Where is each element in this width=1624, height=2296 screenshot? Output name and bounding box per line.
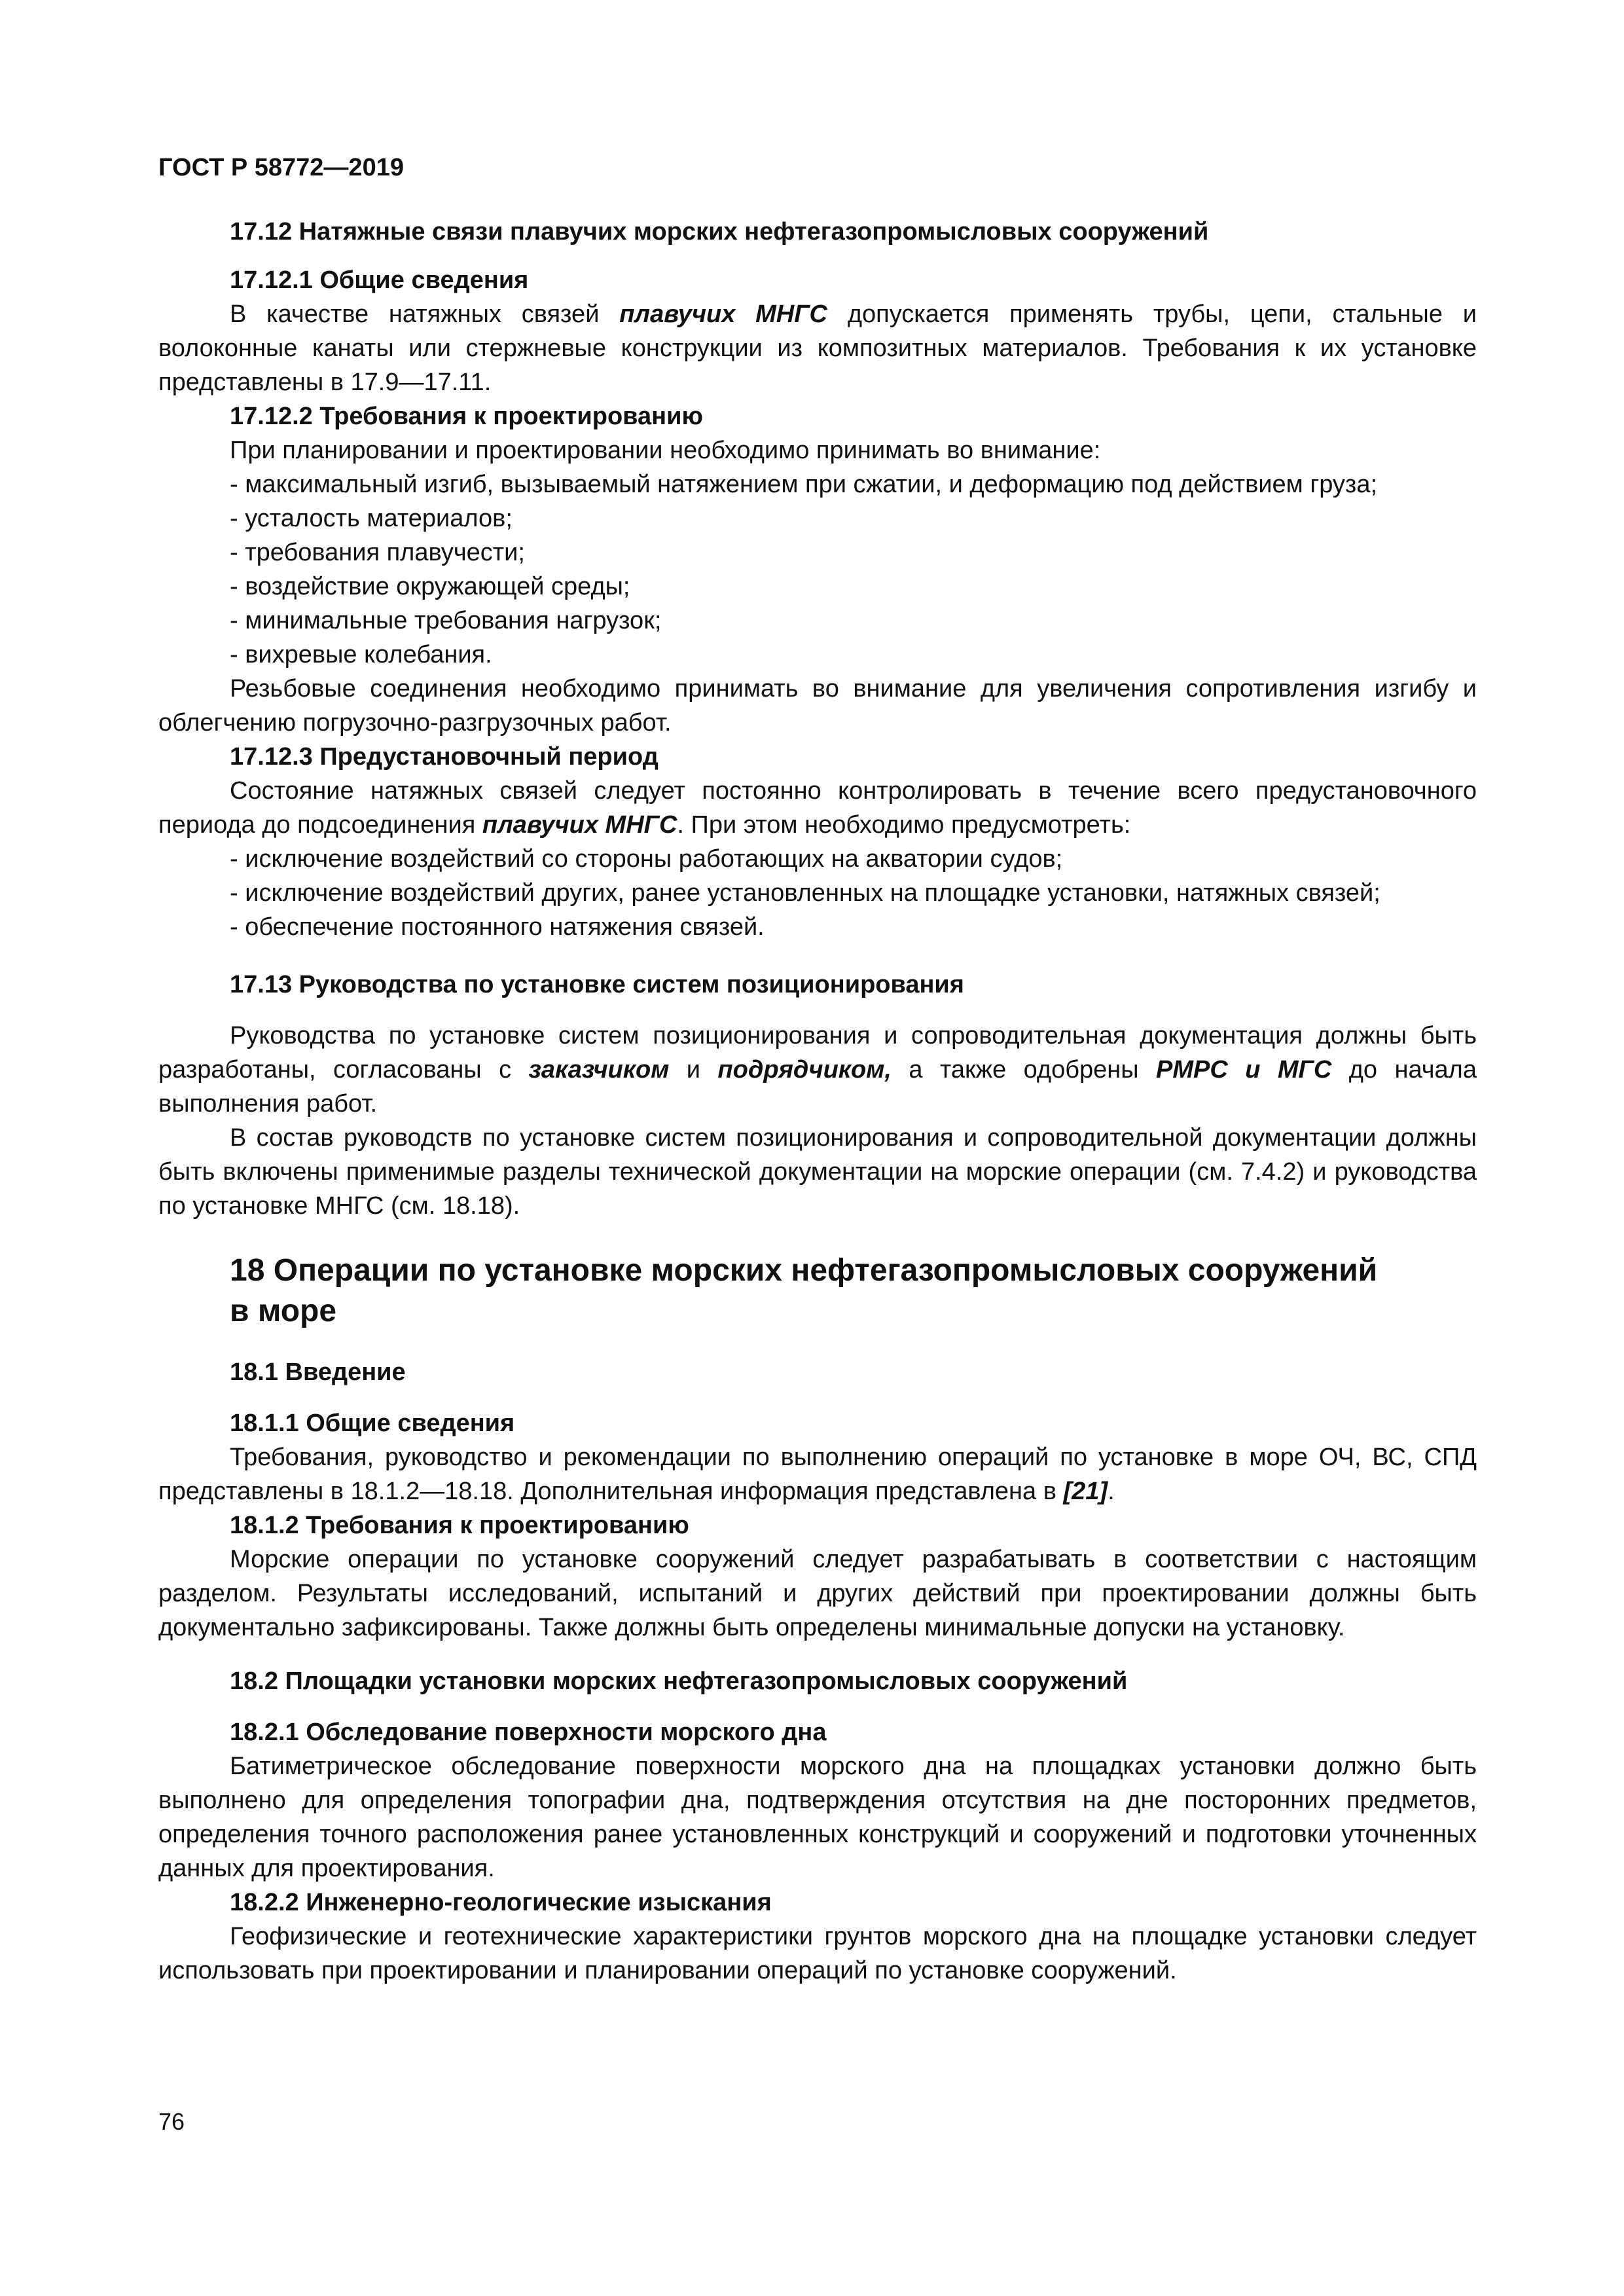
section-17-13-title: 17.13 Руководства по установке систем позиционирования: [230, 971, 964, 998]
section-17-12-1-paragraph: В качестве натяжных связей плавучих МНГС допускается применять трубы, цепи, стальные и волоконные канаты или стержневые конструкции из композитных материалов. Требования к их установке представлены в 17.9—17.11.: [158, 301, 1477, 396]
section-18-1-2-paragraph: Морские операции по установке сооружений следует разрабатывать в соответствии с настоящим разделом. Результаты исследований, испытаний и других действий при проектировании должны быть документально зафиксированы. Также должны быть определены минимальные допуски на установку.: [158, 1546, 1477, 1641]
main-column: [158, 215, 1477, 1988]
section-17-12-3-paragraph: Состояние натяжных связей следует постоянно контролировать в течение всего предустановочного периода до подсоединения плавучих МНГС. При этом необходимо предусмотреть:: [158, 777, 1477, 839]
section-18-2-2-paragraph: Геофизические и геотехнические характеристики грунтов морского дна на площадке установки следует использовать при проектировании и планировании операций по установке сооружений.: [158, 1923, 1477, 1984]
section-18-2-1-paragraph: Батиметрическое обследование поверхности морского дна на площадках установки должно быть выполнено для определения топографии дна, подтверждения отсутствия на дне посторонних предметов, определения точного расположения ранее установленных конструкций и сооружений и подготовки уточненных данных для проектирования.: [158, 1753, 1477, 1882]
section-17-12-title: 17.12 Натяжные связи плавучих морских нефтегазопромысловых сооружений: [230, 218, 1209, 246]
list-item: - исключение воздействий со стороны работающих на акватории судов;: [230, 845, 1063, 873]
emphasis-term: заказчиком: [528, 1056, 670, 1084]
list-item: - вихревые колебания.: [230, 641, 492, 668]
section-18-2-title: 18.2 Площадки установки морских нефтегазопромысловых сооружений: [230, 1667, 1128, 1695]
list-item: - максимальный изгиб, вызываемый натяжением при сжатии, и деформацию под действием груза;: [230, 471, 1378, 498]
emphasis-term: плавучих МНГС: [482, 811, 677, 839]
list-item: - воздействие окружающей среды;: [230, 573, 630, 600]
section-18-title: 18 Операции по установке морских нефтегазопромысловых сооружений в море: [230, 1253, 1378, 1328]
list-item: - усталость материалов;: [230, 505, 513, 532]
section-17-12-3-title: 17.12.3 Предустановочный период: [230, 743, 659, 771]
reference-link: [21]: [1063, 1478, 1108, 1505]
section-18-2-1-title: 18.2.1 Обследование поверхности морского дна: [230, 1719, 827, 1746]
section-17-12-2-after: Резьбовые соединения необходимо принимать во внимание для увеличения сопротивления изгибу и облегчению погрузочно-разгрузочных работ.: [158, 675, 1477, 737]
section-17-12-2-title: 17.12.2 Требования к проектированию: [230, 403, 703, 430]
list-item: - обеспечение постоянного натяжения связей.: [230, 913, 765, 941]
emphasis-term: плавучих МНГС: [619, 301, 828, 328]
section-17-13-paragraph-1: Руководства по установке систем позиционирования и сопроводительная документация должны быть разработаны, согласованы с заказчиком и подрядчиком, а также одобрены РМРС и МГС до начала выполнения работ.: [158, 1022, 1477, 1118]
list-item: - исключение воздействий других, ранее установленных на площадке установки, натяжных связей;: [230, 879, 1380, 907]
section-17-12-2-intro: При планировании и проектировании необходимо принимать во внимание:: [230, 437, 1101, 464]
section-18-1-1-title: 18.1.1 Общие сведения: [230, 1410, 515, 1437]
page-number: 76: [158, 2108, 185, 2135]
emphasis-term: подрядчиком,: [717, 1056, 892, 1084]
section-18-2-2-title: 18.2.2 Инженерно-геологические изыскания: [230, 1889, 772, 1916]
list-item: - минимальные требования нагрузок;: [230, 607, 662, 634]
section-18-1-title: 18.1 Введение: [230, 1358, 406, 1386]
section-17-12-1-title: 17.12.1 Общие сведения: [230, 266, 529, 294]
document-id: ГОСТ Р 58772—2019: [158, 154, 404, 181]
emphasis-term: РМРС и МГС: [1156, 1056, 1332, 1084]
section-18-1-2-title: 18.1.2 Требования к проектированию: [230, 1512, 689, 1539]
list-item: - требования плавучести;: [230, 539, 525, 566]
section-17-13-paragraph-2: В состав руководств по установке систем позиционирования и сопроводительной документации должны быть включены применимые разделы технической документации на морские операции (см. 7.4.2) и руководства по установке МНГС (см. 18.18).: [158, 1124, 1477, 1220]
section-18-1-1-paragraph: Требования, руководство и рекомендации по выполнению операций по установке в море ОЧ, ВС, СПД представлены в 18.1.2—18.18. Дополнительная информация представлена в [21].: [158, 1444, 1477, 1505]
